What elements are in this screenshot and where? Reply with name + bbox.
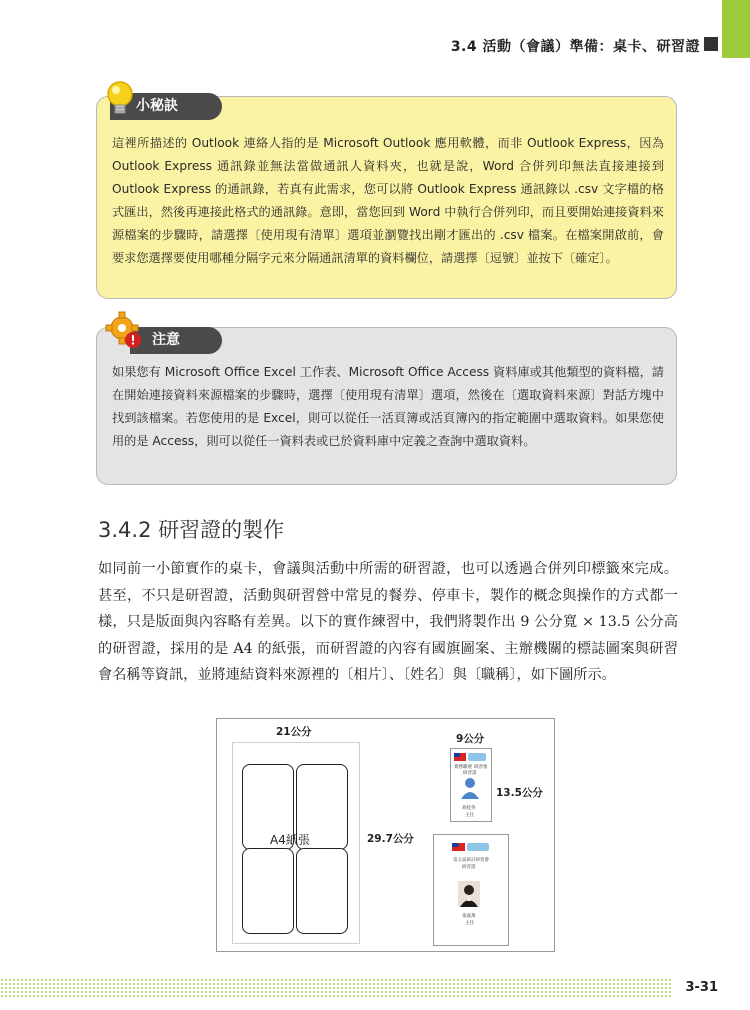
page-number: 3-31 <box>685 980 718 995</box>
portrait-photo <box>458 881 480 907</box>
small-badge-org: 實務聯展 <box>454 765 472 770</box>
label-cell <box>296 848 348 934</box>
small-badge-role: 主任 <box>465 813 474 818</box>
paper-width-label: 21公分 <box>276 726 312 738</box>
large-badge-role: 主任 <box>465 921 474 926</box>
person-silhouette-icon <box>460 777 480 799</box>
small-badge-name: 胡桂英 <box>462 806 476 811</box>
notice-label: 注意 <box>130 327 222 354</box>
chapter-title: 3.4 活動（會議）準備：桌卡、研習證 <box>450 39 700 55</box>
paper-label: A4紙張 <box>270 833 310 847</box>
badge-width-label: 9公分 <box>456 733 485 745</box>
label-cell <box>242 848 294 934</box>
tip-label: 小秘訣 <box>110 93 222 120</box>
tip-text: 這裡所描述的 Outlook 連絡人指的是 Microsoft Outlook 應用軟體，而非 Outlook Express，因為 Outlook Express 通訊錄並無法當做通訊人資料夾，也就是說，Word 合併列印無法直接連接到 Outlook Express 的通訊錄，若真有此需求，您可以將 Outlook Express 通訊錄以 .csv 文字檔的格式匯出，然後再連接此格式的通訊錄。意即，當您回到 Word 中執行合併列印，而且要開始連接資料來源檔案的步驟時，請選擇〔使用現有清單〕選項並瀏覽找出剛才匯出的 .csv 檔案。在檔案開啟前，會要求您選擇要使用哪種分隔字元來分隔通訊清單的資料欄位，請選擇〔逗號〕並按下〔確定〕。 <box>112 136 664 265</box>
paper-height-label: 29.7公分 <box>367 833 414 845</box>
footer-dot-band <box>0 978 672 998</box>
section-paragraph: 如同前一小節實作的桌卡，會議與活動中所需的研習證，也可以透過合併列印標籤來完成。甚至，不只是研習證，活動與研習營中常見的餐券、停車卡，製作的概念與操作的方式都一樣，只是版面與內容略有差異。以下的實作練習中，我們將製作出 9 公分寬 × 13.5 公分高的研習證，採用的是 A4 的紙張，而研習證的內容有國旗圖案、主辦機關的標誌圖案與研習會名稱等資訊，並將連結資料來源裡的〔相片〕、〔姓名〕與〔職稱〕，如下圖所示。 <box>98 561 678 683</box>
lightbulb-icon <box>106 80 134 122</box>
flag-logo-icon <box>452 842 490 852</box>
badge-height-label: 13.5公分 <box>496 787 543 799</box>
large-badge-event: 第五屆研討研習會 <box>453 858 489 863</box>
flag-logo-icon <box>454 752 488 762</box>
header-accent-bar <box>722 0 750 58</box>
section-heading: 3.4.2 研習證的製作 <box>98 518 285 542</box>
header-square-marker <box>704 37 718 51</box>
small-badge-event: 研習會 <box>474 765 488 770</box>
warning-gear-icon <box>104 310 146 352</box>
large-badge-name: 張嘉萬 <box>462 914 476 919</box>
small-badge-title: 研習證 <box>463 771 477 776</box>
large-badge-title: 研習證 <box>462 865 476 870</box>
notice-text: 如果您有 Microsoft Office Excel 工作表、Microsoft Office Access 資料庫或其他類型的資料檔，請在開始連接資料來源檔案的步驟時，選擇〔使用現有清單〕選項，然後在〔選取資料來源〕對話方塊中找到該檔案。若您使用的是 Excel，則可以從任一活頁簿或活頁簿內的指定範圍中選取資料。如果您使用的是 Access，則可以從任一資料表或已於資料庫中定義之查詢中選取資料。 <box>112 365 664 448</box>
